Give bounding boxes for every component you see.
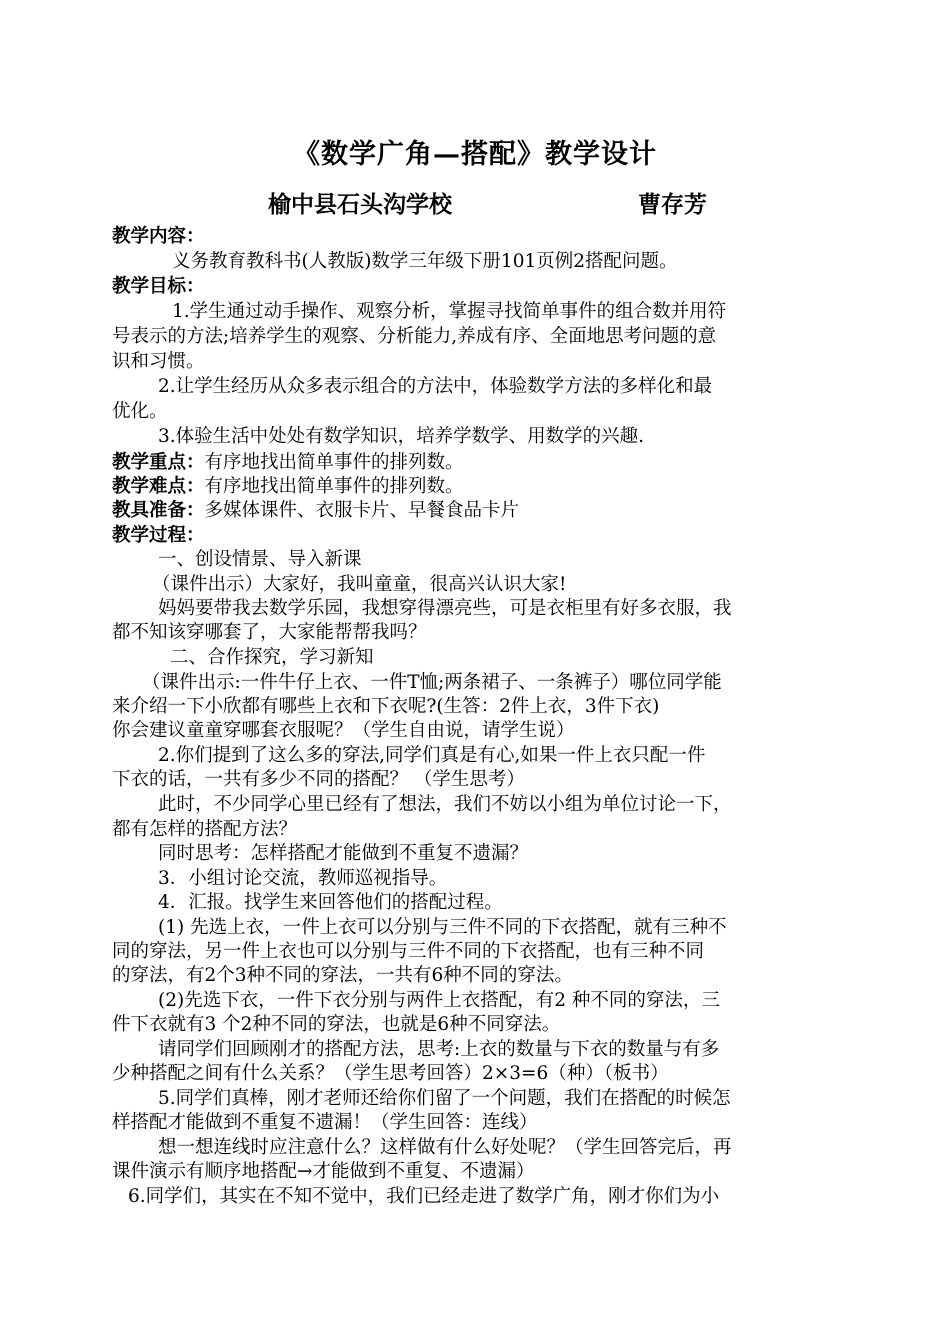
body-line: 6.同学们，其实在不知不觉中，我们已经走进了数学广角，刚才你们为小 [128,1186,720,1207]
body-line: 件下衣就有3 个2种不同的穿法，也就是6种不同穿法。 [112,1014,561,1035]
body-line: （课件出示）大家好，我叫童童，很高兴认识大家! [152,574,567,595]
body-line [112,225,205,249]
body-line [112,499,519,523]
section-heading: 教学难点： [112,476,205,497]
body-line: 4．汇报。找学生来回答他们的搭配过程。 [158,892,503,913]
body-line: （课件出示:一件牛仔上衣、一件T恤;两条裙子、一条裤子）哪位同学能 [142,672,722,693]
body-line: 号表示的方法;培养学生的观察、分析能力,养成有序、全面地思考问题的意 [112,326,717,347]
body-line: 你会建议童童穿哪套衣服呢？（学生自由说，请学生说） [112,720,575,741]
body-line [112,451,464,475]
body-line: 2.你们提到了这么多的穿法,同学们真是有心,如果一件上衣只配一件 [158,745,706,766]
body-line: 都有怎样的搭配方法？ [112,819,298,840]
document-title: 《数学广角—搭配》教学设计 [293,139,657,170]
body-line [112,275,205,299]
section-heading: 教学过程： [112,525,205,546]
school-name: 榆中县石头沟学校 [268,191,452,218]
body-line: 同时思考：怎样搭配才能做到不重复不遗漏？ [158,843,529,864]
body-line: 来介绍一下小欣都有哪些上衣和下衣呢?(生答：2件上衣，3件下衣) [112,696,660,717]
body-line: 此时，不少同学心里已经有了想法，我们不妨以小组为单位讨论一下， [158,794,732,815]
body-line: 课件演示有顺序地搭配→才能做到不重复、不遗漏） [112,1161,535,1182]
body-line: (1) 先选上衣，一件上衣可以分别与三件不同的下衣搭配，就有三种不 [158,917,727,938]
body-line: 1.学生通过动手操作、观察分析，掌握寻找简单事件的组合数并用符 [172,301,727,322]
body-line: 识和习惯。 [112,351,205,372]
body-line: 的穿法，有2个3种不同的穿法，一共有6种不同的穿法。 [112,965,573,986]
body-line: 3．小组讨论交流，教师巡视指导。 [158,868,448,889]
body-line [112,475,464,499]
body-line: 同的穿法，另一件上衣也可以分别与三件不同的下衣搭配，也有三种不同 [112,941,705,962]
body-line: 优化。 [112,401,168,422]
body-line: 样搭配才能做到不重复不遗漏！（学生回答：连线） [112,1112,538,1133]
section-text: 有序地找出简单事件的排列数。 [204,476,464,497]
body-line: 一、创设情景、导入新课 [158,549,362,570]
section-text: 多媒体课件、衣服卡片、早餐食品卡片 [204,500,520,521]
body-line: (2)先选下衣，一件下衣分别与两件上衣搭配，有2 种不同的穿法，三 [158,990,720,1011]
section-heading: 教学内容： [112,226,205,247]
body-line: 都不知该穿哪套了，大家能帮帮我吗？ [112,622,427,643]
body-line: 请同学们回顾刚才的搭配方法，思考:上衣的数量与下衣的数量与有多 [158,1039,720,1060]
body-line: 5.同学们真棒，刚才老师还给你们留了一个问题，我们在搭配的时候怎 [158,1088,731,1109]
body-line: 下衣的话，一共有多少不同的搭配？ （学生思考） [112,769,525,790]
body-line: 想一想连线时应注意什么？这样做有什么好处呢？（学生回答完后，再 [158,1137,732,1158]
body-line: 少种搭配之间有什么关系？（学生思考回答）2×3=6（种）（板书） [112,1063,669,1084]
body-line: 2.让学生经历从众多表示组合的方法中，体验数学方法的多样化和最 [158,376,713,397]
body-line: 妈妈要带我去数学乐园，我想穿得漂亮些，可是衣柜里有好多衣服，我 [158,598,732,619]
author-name: 曹存芳 [638,191,707,218]
section-text: 有序地找出简单事件的排列数。 [204,452,464,473]
body-line: 义务教育教科书(人教版)数学三年级下册101页例2搭配问题。 [172,251,678,272]
section-heading: 教学目标： [112,276,205,297]
body-line: 3.体验生活中处处有数学知识，培养学数学、用数学的兴趣. [158,426,645,447]
section-heading: 教学重点： [112,452,205,473]
body-line: 二、合作探究，学习新知 [170,647,374,668]
body-line [112,524,205,548]
section-heading: 教具准备： [112,500,205,521]
